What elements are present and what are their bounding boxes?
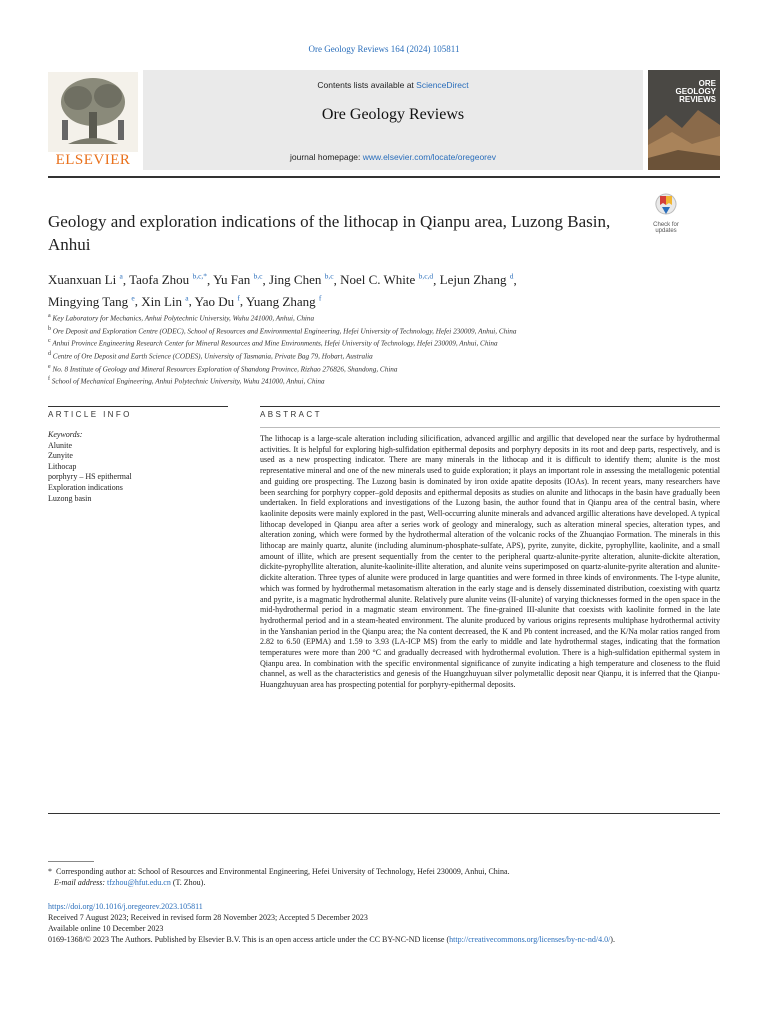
affiliation: $^e$ No. 8 Institute of Geology and Mineral Resources Exploration of Shandong Province, Rizhao 276826, Shandong, China — [48, 363, 398, 374]
publication-info — [48, 901, 720, 945]
sciencedirect-link[interactable]: ScienceDirect — [416, 80, 469, 90]
contents-line: Contents lists available at ScienceDirect — [317, 80, 469, 90]
abstract-text: The lithocap is a large-scale alteration including silicification, advanced argillic and argillic that developed near the surface by hydrothermal activities. It is helpful for exploring high-sulfidation epithermal deposits and porphyry deposits in its root and deep parts, respectively, and is used as a new prospecting indicator. There are many minerals in the lithocap and it is difficult to identify them; alunite is the most representative mineral and one of the new minerals used to guide exploration; it plays an important role in assessing the metallogenic potential and guiding ore prospecting. The Luzong basin is dominated by iron oxide apatite deposits (IOAs). In recent years, many researchers have been searching for porphyry copper–gold deposits and epithermal deposits as studies on alunite and lithocaps in the basin have gradually been undertaken. In field explorations and investigations of the Luzong basin, the author found that in Qianpu area of the central basin, where kaolinite deposits were mainly explored in the past, Well-occurring alunite minerals and advanced argillic alterations have developed. A typical lithocap developed in Qianpu area after a series work of geology and mineralogy, such as alteration mineral species, alteration types, and alteration zoning, which were formed by the hydrothermal alteration of the volcanic rocks of the Zhuanqiao Formation. The minerals in this lithocap are mainly quartz, alunite (including aluminum-phosphate-sulfate, APS), pyrite, zunyite, dickite, pyrophyllite, kaolinite, and a small amount of illite, which are present sequentially from the center to the peripheral quartz-alunite-pyrite alteration, alunite-dickite alteration, dickite-pyrophyllite alteration, alunite-kaolinite-illite alteration, and alunite veins superimposed on quartz-alunite-pyrite alteration and alunite-dickite alteration. Three types of alunite were produced in large quantities and were formed in three kinds of environments. The I-type alunite, which was formed by hydrothermal metasomatism alteration in the early stage and is densely disseminated distribution, coexisting with quartz and pyrite, is a magmatic hydrothermal alunite. Relatively pure alunite veins (II-alunite) of varying thicknesses formed in the open space in the mid-hydrothermal period in a magmatic steam environment. The fine-grained III-alunite that coexists with kaolinite formed in the late hydrothermal period and in a steam-heated environment. The alunite produced by various origins represents multiphase hydrothermal activity in the Yanshanian period in the Qianpu area; the Na content decreased, the K and Pb content increased, and the K/Na molar ratios ranged from 2.82 to 6.50 (EPMA) and 1.59 to 3.93 (LA-ICP MS) from the early to middle and late hydrothermal stages, indicating that the formation temperatures were more than 200 °C and gradually decreased with hydrothermal evolution. There is a high-sulfidation epithermal system in Qianpu area. In combination with the specific environmental significance of zunyite indicating a high temperature and closeness to the fluid channel, as well as the characteristics and genesis of the Huangzhuyuan silver polymetallic deposit near Qianpu, it is inferred that the Qianpu-Huangzhuyuan area has prospecting potential for porphyry-epithermal deposits. — [260, 434, 720, 690]
elsevier-tree-logo — [48, 72, 138, 168]
corresponding-author-footnote: * Corresponding author at: School of Resources and Environmental Engineering, Hefei University of Technology, Hefei 230009, Anhui, China. E-mail address: tfzhou@hfut.edu.cn (T. Zhou). — [48, 867, 510, 887]
keywords-block — [48, 430, 228, 504]
cover-title: ORE GEOLOGY REVIEWS — [675, 79, 716, 104]
abstract-bottom-rule — [48, 813, 720, 814]
keyword: Exploration indications — [48, 482, 123, 492]
journal-banner — [143, 70, 643, 170]
journal-header — [48, 70, 720, 172]
affiliation: $^b$ Ore Deposit and Exploration Centre (ODEC), School of Resources and Environmental Engineering, Hefei University of Technology, Hefei 230009, Anhui, China — [48, 325, 517, 336]
online-date: Available online 10 December 2023 — [48, 924, 164, 933]
license-link[interactable]: http://creativecommons.org/licenses/by-nc-nd/4.0/ — [449, 935, 611, 944]
affiliation: $^c$ Anhui Province Engineering Research Center for Mineral Resources and Mine Environments, Hefei University of Technology, Hefei 230009, Anhui, China — [48, 338, 498, 348]
header-divider — [48, 176, 720, 178]
license-line: 0169-1368/© 2023 The Authors. Published by Elsevier B.V. This is an open access article under the CC BY-NC-ND license (http://creativecommons.org/licenses/by-nc-nd/4.0/). — [48, 935, 615, 944]
author[interactable]: Jing Chen $^{b,c}$ — [268, 272, 334, 288]
abstract-heading: ABSTRACT — [260, 410, 322, 419]
received-dates: Received 7 August 2023; Received in revised form 28 November 2023; Accepted 5 December 2023 — [48, 913, 368, 922]
keywords-label: Keywords: — [48, 430, 83, 439]
author[interactable]: Yuang Zhang $^f$ — [245, 293, 322, 309]
keyword: porphyry – HS epithermal — [48, 472, 132, 482]
tree-icon — [48, 72, 138, 152]
author[interactable]: Lejun Zhang $^d$ — [439, 272, 514, 288]
affiliation: $^d$ Centre of Ore Deposit and Earth Science (CODES), University of Tasmania, Private Bag 79, Hobart, Australia — [48, 351, 373, 361]
elsevier-wordmark: ELSEVIER — [55, 152, 131, 168]
keyword: Luzong basin — [48, 493, 92, 503]
email-link[interactable]: tfzhou@hfut.edu.cn — [107, 878, 171, 887]
author[interactable]: Noel C. White $^{b,c,d}$ — [340, 272, 434, 288]
article-title: Geology and exploration indications of the lithocap in Qianpu area, Luzong Basin, Anhui — [48, 212, 611, 254]
doi-link[interactable]: https://doi.org/10.1016/j.oregeorev.2023.105811 — [48, 902, 203, 911]
footnote-rule — [48, 861, 94, 862]
author[interactable]: Taofa Zhou $^{b,c,*}$ — [129, 272, 208, 288]
author[interactable]: Xuanxuan Li $^a$ — [48, 272, 123, 288]
affiliation: $^f$ School of Mechanical Engineering, Anhui Polytechnic University, Wuhu 241000, Anhui, China — [48, 376, 325, 386]
journal-reference[interactable]: Ore Geology Reviews 164 (2024) 105811 — [308, 44, 460, 54]
crossmark-icon — [655, 193, 677, 217]
author[interactable]: Yu Fan $^{b,c}$ — [213, 272, 263, 288]
author-list: Xuanxuan Li $^a$, Taofa Zhou $^{b,c,*}$, Yu Fan $^{b,c}$, Jing Chen $^{b,c}$, Noel C. White $^{b,c,d}$, Lejun Zhang $^d$, Mingying Tang $^e$, Xin Lin $^a$, Yao Du $^f$, Yuang Zhang $^f$ — [48, 272, 517, 309]
journal-homepage-link[interactable]: www.elsevier.com/locate/oregeorev — [362, 152, 496, 162]
check-for-updates-button[interactable] — [648, 193, 684, 234]
abstract-rule-inner — [260, 427, 720, 428]
keyword: Zunyite — [48, 451, 73, 461]
author[interactable]: Xin Lin $^a$ — [141, 293, 189, 309]
author[interactable]: Mingying Tang $^e$ — [48, 293, 135, 309]
keyword: Alunite — [48, 440, 72, 450]
crossmark-label-2: updates — [655, 228, 677, 234]
journal-name: Ore Geology Reviews — [321, 106, 465, 123]
crossmark-label-1: Check for — [653, 222, 679, 228]
author[interactable]: Yao Du $^f$ — [194, 293, 240, 309]
article-info-rule — [48, 406, 228, 407]
affiliation-list — [48, 311, 720, 387]
journal-cover-image — [648, 70, 720, 170]
abstract-rule-top — [260, 406, 720, 407]
journal-homepage-line: journal homepage: www.elsevier.com/locate/oregeorev — [289, 152, 496, 162]
keyword: Lithocap — [48, 461, 77, 471]
affiliation: $^a$ Key Laboratory for Mechanics, Anhui Polytechnic University, Wuhu 241000, Anhui, China — [48, 313, 315, 323]
article-info-heading: ARTICLE INFO — [48, 410, 132, 419]
